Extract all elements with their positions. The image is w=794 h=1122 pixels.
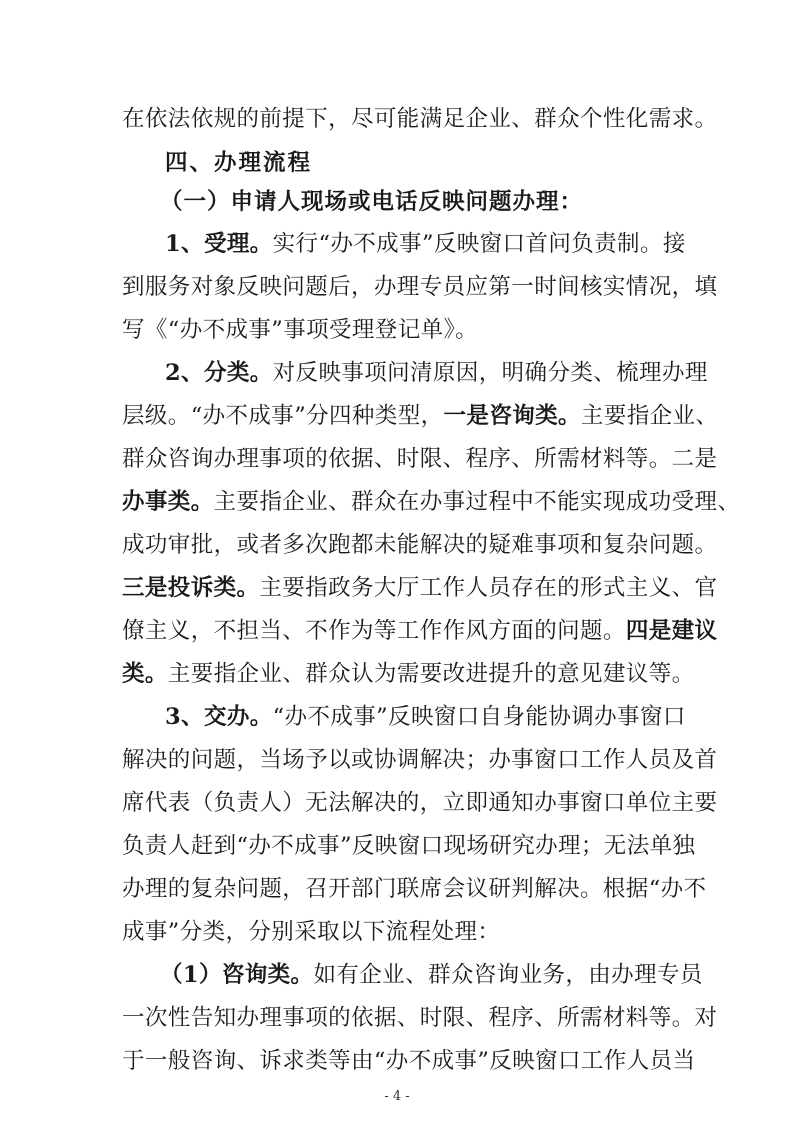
item-title: 2、分类。 — [165, 360, 273, 386]
paragraph-line: 层级。“办不成事”分四种类型，一是咨询类。主要指企业、 — [122, 403, 719, 429]
paragraph-line: （1）咨询类。如有企业、群众咨询业务，由办理专员 — [160, 962, 703, 988]
paragraph-line: 解决的问题，当场予以或协调解决；办事窗口工作人员及首 — [122, 747, 718, 773]
paragraph-line: 写《“办不成事”事项受理登记单》。 — [122, 317, 479, 343]
paragraph-line: 在依法依规的前提下，尽可能满足企业、群众个性化需求。 — [122, 106, 718, 132]
item-title: 1、受理。 — [165, 231, 273, 257]
paragraph-line: 办理的复杂问题，召开部门联席会议研判解决。根据“办不 — [122, 876, 707, 902]
category-label: 类。 — [122, 661, 168, 687]
subsection-heading: （一）申请人现场或电话反映问题办理： — [160, 189, 584, 215]
paragraph-line: 三是投诉类。主要指政务大厅工作人员存在的形式主义、官 — [122, 575, 718, 601]
paragraph-line: 成事”分类，分别采取以下流程处理： — [122, 919, 501, 945]
paragraph-line: 类。主要指企业、群众认为需要改进提升的意见建议等。 — [122, 661, 695, 687]
item-title: 3、交办。 — [165, 704, 273, 730]
paragraph-line: 办事类。主要指企业、群众在办事过程中不能实现成功受理、 — [122, 489, 741, 515]
paragraph-line: 席代表（负责人）无法解决的，立即通知办事窗口单位主要 — [122, 790, 718, 816]
paragraph-line: 成功审批，或者多次跑都未能解决的疑难事项和复杂问题。 — [122, 532, 718, 558]
paragraph-line: 2、分类。对反映事项问清原因，明确分类、梳理办理 — [165, 360, 708, 386]
page-number: - 4 - — [384, 1089, 410, 1104]
item-title: （1）咨询类。 — [160, 962, 314, 988]
category-label: 一是咨询类。 — [443, 403, 581, 429]
section-heading: 四、办理流程 — [165, 150, 313, 176]
category-label: 办事类。 — [122, 489, 214, 515]
paragraph-line: 3、交办。“办不成事”反映窗口自身能协调办事窗口 — [165, 704, 686, 730]
category-label: 三是投诉类。 — [122, 575, 260, 601]
category-label: 四是建议 — [625, 618, 718, 644]
paragraph-line: 群众咨询办理事项的依据、时限、程序、所需材料等。二是 — [122, 446, 718, 472]
paragraph-line: 到服务对象反映问题后，办理专员应第一时间核实情况，填 — [122, 274, 718, 300]
paragraph-line: 负责人赶到“办不成事”反映窗口现场研究办理；无法单独 — [122, 833, 696, 859]
paragraph-line: 1、受理。实行“办不成事”反映窗口首问负责制。接 — [165, 231, 686, 257]
paragraph-line: 于一般咨询、诉求类等由“办不成事”反映窗口工作人员当 — [122, 1048, 696, 1074]
paragraph-line: 僚主义，不担当、不作为等工作作风方面的问题。四是建议 — [122, 618, 718, 644]
paragraph-line: 一次性告知办理事项的依据、时限、程序、所需材料等。对 — [122, 1005, 718, 1031]
